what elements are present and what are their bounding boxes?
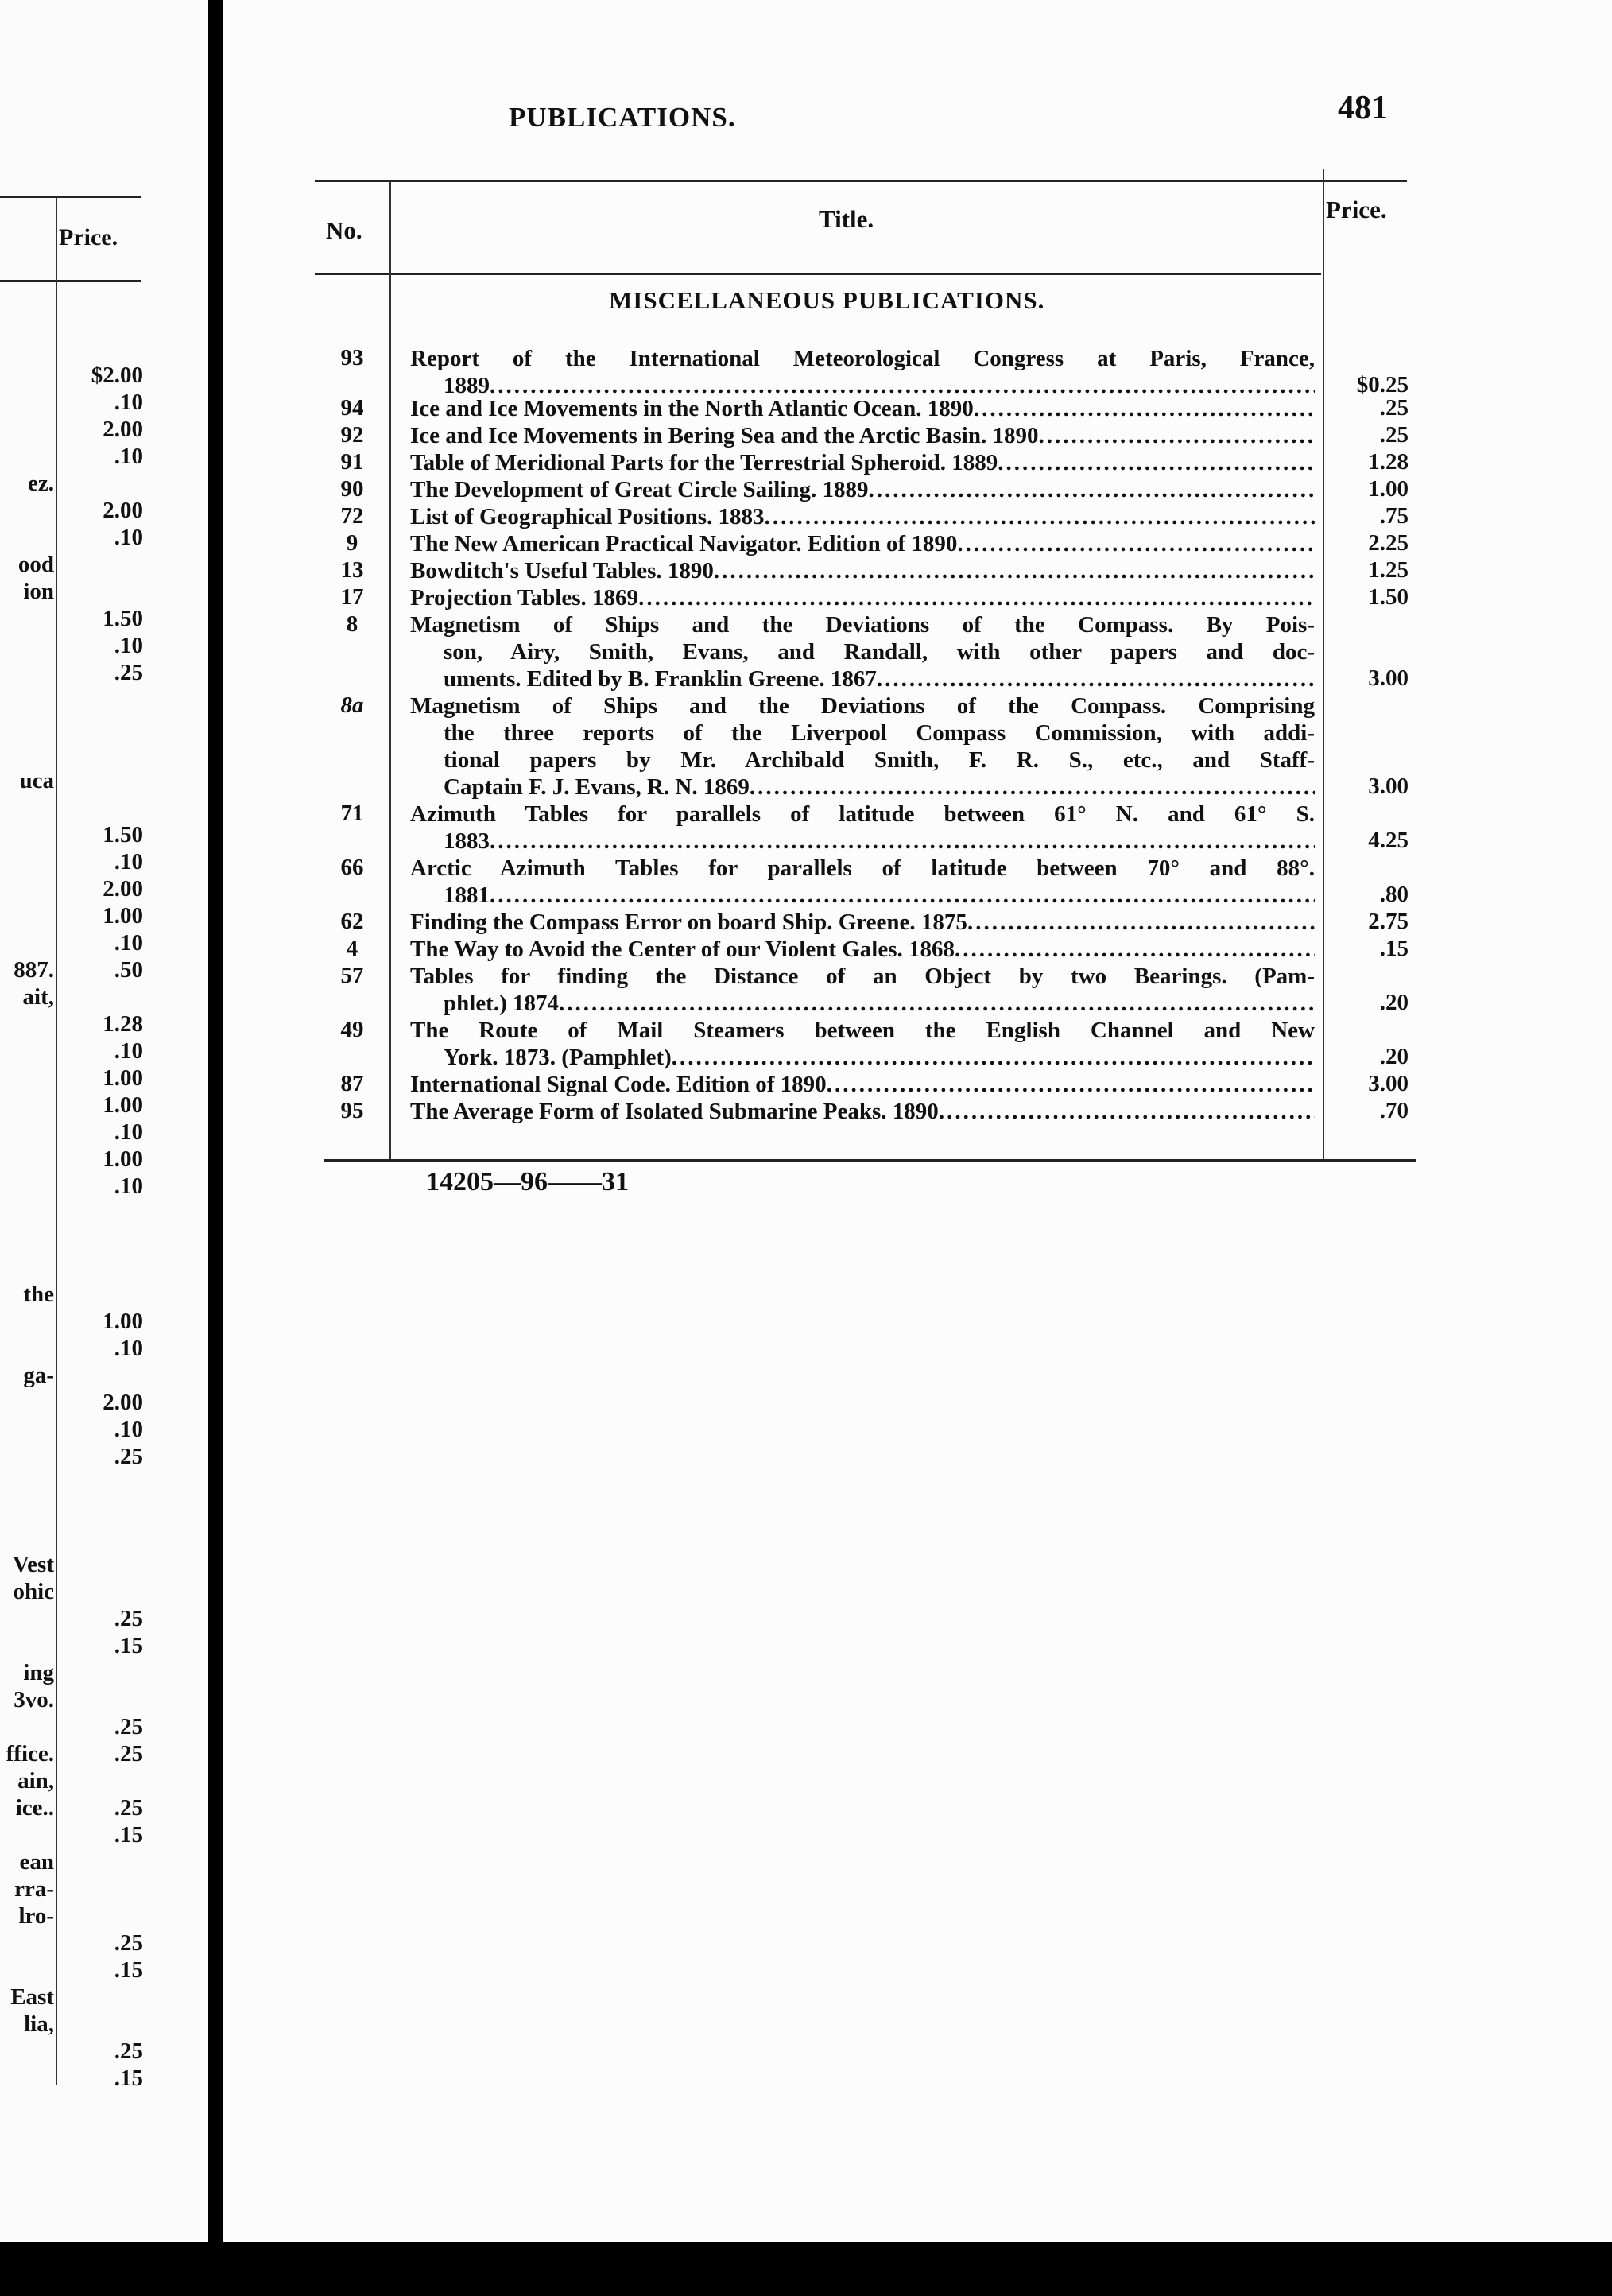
left-text-fragment: the	[23, 1282, 54, 1307]
left-page-row	[0, 1768, 141, 1795]
entry-title	[410, 345, 1315, 399]
entry-title-text: Bowditch's Useful Tables. 1890	[410, 558, 714, 584]
left-page-row	[0, 1876, 141, 1903]
entry-price: .20	[1379, 990, 1409, 1015]
dot-leader	[714, 557, 1315, 584]
entry-price: .15	[1379, 936, 1409, 961]
left-price: 1.28	[103, 1011, 143, 1037]
entry-title-line	[410, 1044, 1315, 1071]
dot-leader	[490, 828, 1315, 855]
entry-title-text: 1883	[444, 828, 490, 854]
entry-price: 3.00	[1368, 665, 1409, 691]
entry-title-text: The Average Form of Isolated Submarine Peaks. 1890	[410, 1099, 939, 1124]
left-page-row	[0, 1903, 141, 1930]
left-text-fragment: rra-	[14, 1876, 54, 1902]
left-text-fragment: ion	[23, 579, 54, 604]
left-page-row	[0, 1795, 141, 1822]
dot-leader	[957, 530, 1315, 557]
left-text-fragment: East	[10, 1984, 54, 2010]
entry-title	[410, 395, 1315, 422]
left-price: .10	[114, 1417, 143, 1442]
entry-title-line	[410, 449, 1315, 476]
entry-number: 17	[340, 584, 364, 610]
left-top-rule	[0, 196, 141, 198]
left-price: .50	[114, 957, 143, 983]
left-price: .15	[114, 1957, 143, 1983]
left-price: 1.00	[103, 1092, 143, 1118]
table-bottom-rule	[324, 1159, 1416, 1162]
entry-number: 93	[340, 345, 364, 370]
entry-title	[410, 963, 1315, 1017]
left-page-row	[0, 1552, 141, 1579]
entry-title-line	[410, 638, 1315, 665]
entry-title-text: The Way to Avoid the Center of our Violent Gales. 1868	[410, 937, 955, 962]
dot-leader	[974, 395, 1315, 422]
entry-title	[410, 855, 1315, 909]
entry-title-text: Magnetism of Ships and the Deviations of the Compass. By Pois-	[410, 612, 1315, 638]
dot-leader	[998, 449, 1315, 476]
left-page-row	[0, 1119, 141, 1146]
entry-number: 94	[340, 395, 364, 421]
entry-title	[410, 801, 1315, 855]
dot-leader	[1039, 422, 1316, 449]
left-text-fragment: ga-	[23, 1363, 54, 1388]
entry-price: 2.25	[1368, 530, 1409, 556]
dot-leader	[955, 936, 1315, 963]
entry-title-text: The New American Practical Navigator. Edition of 1890	[410, 531, 958, 557]
entry-price: 1.28	[1368, 449, 1409, 475]
left-header-rule	[0, 280, 141, 282]
entry-number: 8a	[340, 692, 364, 718]
entry-number: 62	[340, 909, 364, 934]
entry-title	[410, 936, 1315, 963]
entry-title-text: 1889	[444, 373, 490, 398]
entry-title-line	[410, 828, 1315, 855]
left-page-row	[0, 930, 141, 957]
dot-leader	[877, 665, 1315, 692]
left-text-fragment: ing	[23, 1660, 54, 1685]
left-price: .25	[114, 1930, 143, 1956]
left-text-fragment: uca	[19, 768, 54, 793]
entry-title-text: son, Airy, Smith, Evans, and Randall, with other papers and doc-	[444, 639, 1315, 665]
left-text-fragment: ait,	[22, 984, 54, 1010]
left-page-row	[0, 984, 141, 1011]
entry-price: .25	[1379, 422, 1409, 448]
entry-title-line	[410, 1071, 1315, 1098]
left-page-row	[0, 498, 141, 525]
entry-number: 13	[340, 557, 364, 583]
printer-code: 14205—96——31	[426, 1167, 629, 1196]
dot-leader	[638, 584, 1315, 611]
entry-title-text: York. 1873. (Pamphlet)	[444, 1045, 672, 1070]
left-price: .10	[114, 444, 143, 469]
left-price: .10	[114, 1119, 143, 1145]
left-text-fragment: lro-	[18, 1903, 54, 1929]
entry-price: .20	[1379, 1044, 1409, 1069]
entry-price: .25	[1379, 395, 1409, 421]
left-page-row	[0, 444, 141, 471]
left-page-row	[0, 903, 141, 930]
entry-title	[410, 692, 1315, 801]
left-page-row	[0, 2065, 141, 2092]
entry-number: 72	[340, 503, 364, 529]
left-page-row	[0, 1309, 141, 1336]
entry-price: 4.25	[1368, 828, 1409, 853]
left-page-row	[0, 1336, 141, 1363]
left-page-row	[0, 768, 141, 795]
left-price: .25	[114, 2038, 143, 2064]
left-page-row	[0, 1606, 141, 1633]
entry-title-text: List of Geographical Positions. 1883	[410, 504, 765, 529]
left-price: .25	[114, 1714, 143, 1739]
left-page-row	[0, 1957, 141, 1984]
entry-price: $0.25	[1356, 372, 1409, 398]
left-price: .10	[114, 849, 143, 875]
entry-title-text: The Development of Great Circle Sailing. 1889	[410, 477, 869, 502]
entry-title-line	[410, 1098, 1315, 1125]
left-price: .25	[114, 1795, 143, 1821]
left-price: .15	[114, 1822, 143, 1848]
entry-number: 57	[340, 963, 364, 988]
entry-title	[410, 530, 1315, 557]
price-column-header: Price.	[1326, 196, 1387, 223]
left-page-row	[0, 633, 141, 660]
entry-title-text: tional papers by Mr. Archibald Smith, F. R. S., etc., and Staff-	[444, 747, 1315, 773]
entry-title	[410, 503, 1315, 530]
left-page-row	[0, 1687, 141, 1714]
left-price: .10	[114, 1336, 143, 1361]
entry-title-text: Report of the International Meteorological Congress at Paris, France,	[410, 346, 1315, 371]
left-page-row	[0, 1579, 141, 1606]
dot-leader	[490, 882, 1315, 909]
entry-title-line	[410, 855, 1315, 882]
left-price: 1.50	[103, 606, 143, 631]
entry-price: .70	[1379, 1098, 1409, 1123]
left-page-row	[0, 525, 141, 552]
entry-title-line	[410, 611, 1315, 638]
entry-number: 91	[340, 449, 364, 475]
entry-title-line	[410, 774, 1315, 801]
entry-price: 3.00	[1368, 1071, 1409, 1096]
entry-title-text: the three reports of the Liverpool Compass Commission, with addi-	[444, 720, 1315, 746]
left-page-row	[0, 876, 141, 903]
left-page-row	[0, 579, 141, 606]
entry-title	[410, 1098, 1315, 1125]
left-text-fragment: ean	[19, 1849, 54, 1875]
left-price: .10	[114, 525, 143, 550]
left-page-row	[0, 1173, 141, 1200]
entry-title-line	[410, 557, 1315, 584]
left-text-fragment: Vest	[12, 1552, 54, 1577]
left-page-row	[0, 417, 141, 444]
entry-title-line	[410, 476, 1315, 503]
left-page-row	[0, 606, 141, 633]
entry-number: 49	[340, 1017, 364, 1042]
left-page-row	[0, 849, 141, 876]
no-column-header: No.	[326, 216, 362, 244]
left-price: .10	[114, 633, 143, 658]
left-page-row	[0, 1444, 141, 1471]
entry-price: .80	[1379, 882, 1409, 907]
entry-number: 90	[340, 476, 364, 502]
left-page-row	[0, 1390, 141, 1417]
left-text-fragment: ice..	[15, 1795, 54, 1821]
entry-title-text: 1881	[444, 882, 490, 908]
left-page-row	[0, 1660, 141, 1687]
dot-leader	[559, 990, 1315, 1017]
entry-title	[410, 1071, 1315, 1098]
entry-title-line	[410, 395, 1315, 422]
entry-title	[410, 476, 1315, 503]
entry-title-text: Arctic Azimuth Tables for parallels of latitude between 70° and 88°.	[410, 855, 1315, 881]
entry-title-line	[410, 801, 1315, 828]
entry-number: 71	[340, 801, 364, 826]
entry-title-text: Tables for finding the Distance of an Object by two Bearings. (Pam-	[410, 964, 1315, 989]
dot-leader	[939, 1098, 1315, 1125]
dot-leader	[672, 1044, 1315, 1071]
entry-title-line	[410, 963, 1315, 990]
entry-title-text: Table of Meridional Parts for the Terrestrial Spheroid. 1889	[410, 450, 998, 475]
left-price: .15	[114, 1633, 143, 1658]
entry-title-text: Projection Tables. 1869	[410, 585, 639, 611]
left-price: .15	[114, 2065, 143, 2091]
dot-leader	[827, 1071, 1315, 1098]
left-text-fragment: 887.	[14, 957, 54, 983]
left-page-row	[0, 1714, 141, 1741]
left-price: .10	[114, 1173, 143, 1199]
left-price: 1.50	[103, 822, 143, 847]
entry-title-line	[410, 936, 1315, 963]
title-column-header: Title.	[819, 205, 874, 233]
left-page-row	[0, 2038, 141, 2065]
left-page-row	[0, 1417, 141, 1444]
page-gutter	[208, 0, 223, 2296]
left-price: 2.00	[103, 498, 143, 523]
left-page-row	[0, 660, 141, 687]
left-text-fragment: 3vo.	[14, 1687, 54, 1712]
entry-title-text: phlet.) 1874	[444, 991, 559, 1016]
left-page-row	[0, 1011, 141, 1038]
entry-price: 1.50	[1368, 584, 1409, 610]
entry-number: 87	[340, 1071, 364, 1096]
entry-title	[410, 611, 1315, 692]
entry-price: 3.00	[1368, 774, 1409, 799]
dot-leader	[967, 909, 1315, 936]
entry-price: 1.00	[1368, 476, 1409, 502]
entry-title-line	[410, 1017, 1315, 1044]
left-price: .10	[114, 1038, 143, 1064]
left-text-fragment: ohic	[13, 1579, 54, 1604]
left-page-row	[0, 1092, 141, 1119]
table-top-rule	[315, 180, 1407, 182]
left-page-row	[0, 957, 141, 984]
left-page-row	[0, 1282, 141, 1309]
entry-title-line	[410, 909, 1315, 936]
entry-title	[410, 557, 1315, 584]
entry-title	[410, 584, 1315, 611]
entry-title-line	[410, 584, 1315, 611]
entry-title-text: Ice and Ice Movements in the North Atlantic Ocean. 1890	[410, 396, 974, 421]
left-price: .25	[114, 1741, 143, 1767]
entry-number: 4	[346, 936, 358, 961]
entry-title-line	[410, 719, 1315, 747]
entry-title	[410, 909, 1315, 936]
entry-title-line	[410, 747, 1315, 774]
left-price: $2.00	[91, 363, 143, 388]
left-text-fragment: ffice.	[6, 1741, 54, 1767]
table-header-rule	[315, 273, 1321, 275]
left-price: 1.00	[103, 1309, 143, 1334]
dot-leader	[764, 503, 1315, 530]
entry-title-text: uments. Edited by B. Franklin Greene. 1867	[444, 666, 877, 692]
entry-title-text: International Signal Code. Edition of 1890	[410, 1072, 827, 1097]
left-page-row	[0, 1930, 141, 1957]
entry-title-text: Finding the Compass Error on board Ship. Greene. 1875	[410, 909, 967, 935]
entry-number: 95	[340, 1098, 364, 1123]
left-page-row	[0, 471, 141, 498]
entry-title-line	[410, 422, 1315, 449]
left-page-row	[0, 2011, 141, 2038]
left-price: 2.00	[103, 417, 143, 442]
left-page-row	[0, 1065, 141, 1092]
entry-title-line	[410, 503, 1315, 530]
entry-price: .75	[1379, 503, 1409, 529]
scan-border	[0, 2242, 1612, 2296]
left-price: .10	[114, 930, 143, 956]
left-price: 1.00	[103, 903, 143, 929]
entry-title	[410, 422, 1315, 449]
left-price: .25	[114, 660, 143, 685]
left-price: .25	[114, 1606, 143, 1631]
previous-page-fragment	[0, 0, 208, 2242]
left-page-row	[0, 1146, 141, 1173]
left-page-row	[0, 1363, 141, 1390]
entry-title-text: Azimuth Tables for parallels of latitude between 61° N. and 61° S.	[410, 801, 1315, 827]
dot-leader	[750, 774, 1315, 801]
left-page-row	[0, 1038, 141, 1065]
left-text-fragment: ain,	[17, 1768, 54, 1794]
left-page-row	[0, 1633, 141, 1660]
left-page-row	[0, 552, 141, 579]
entry-title-text: The Route of Mail Steamers between the English Channel and New	[410, 1018, 1315, 1043]
section-title: MISCELLANEOUS PUBLICATIONS.	[609, 286, 1045, 314]
left-page-row	[0, 1822, 141, 1849]
left-text-fragment: ez.	[28, 471, 54, 496]
page-number: 481	[1338, 90, 1388, 126]
left-page-row	[0, 363, 141, 390]
dot-leader	[868, 476, 1315, 503]
no-column-rule	[389, 181, 391, 1159]
left-price-header: Price.	[59, 224, 118, 250]
left-page-row	[0, 1741, 141, 1768]
entry-title-text: Ice and Ice Movements in Bering Sea and the Arctic Basin. 1890	[410, 423, 1039, 448]
entry-number: 92	[340, 422, 364, 448]
entry-title-line	[410, 882, 1315, 909]
entry-title-text: Captain F. J. Evans, R. N. 1869	[444, 774, 750, 800]
entry-price: 1.25	[1368, 557, 1409, 583]
entry-number: 8	[346, 611, 358, 637]
left-page-row	[0, 822, 141, 849]
entry-title-line	[410, 665, 1315, 692]
left-text-fragment: lia,	[24, 2011, 54, 2037]
entry-title-line	[410, 990, 1315, 1017]
entry-title	[410, 1017, 1315, 1071]
left-price: 2.00	[103, 876, 143, 902]
left-page-row	[0, 390, 141, 417]
left-price: 2.00	[103, 1390, 143, 1415]
entry-number: 9	[346, 530, 358, 556]
left-text-fragment: ood	[17, 552, 54, 577]
entry-title-line	[410, 530, 1315, 557]
entry-title	[410, 449, 1315, 476]
left-price: .10	[114, 390, 143, 415]
entry-title-line	[410, 345, 1315, 372]
entry-price: 2.75	[1368, 909, 1409, 934]
left-price: 1.00	[103, 1065, 143, 1091]
left-page-row	[0, 1849, 141, 1876]
running-head: PUBLICATIONS.	[509, 102, 736, 133]
left-page-row	[0, 1984, 141, 2011]
entry-title-text: Magnetism of Ships and the Deviations of the Compass. Comprising	[410, 693, 1315, 719]
entry-title-line	[410, 692, 1315, 719]
left-price: 1.00	[103, 1146, 143, 1172]
left-price: .25	[114, 1444, 143, 1469]
entry-number: 66	[340, 855, 364, 880]
